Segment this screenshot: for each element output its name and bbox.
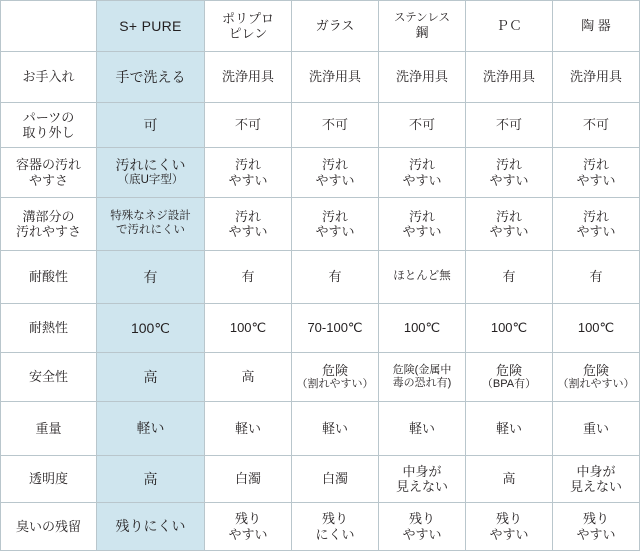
header-cell-ceramic: 陶 器 bbox=[553, 1, 640, 52]
row-label-line: 臭いの残留 bbox=[15, 518, 81, 534]
cell-line: 汚れ bbox=[408, 208, 435, 224]
table-cell bbox=[553, 148, 640, 198]
table-cell bbox=[553, 503, 640, 551]
table-cell bbox=[97, 52, 205, 103]
table-cell bbox=[553, 103, 640, 148]
cell-line: 特殊なネジ設計 bbox=[110, 210, 191, 223]
table-cell bbox=[292, 503, 379, 551]
table-row bbox=[1, 52, 640, 103]
table-cell bbox=[205, 103, 292, 148]
table-cell bbox=[466, 198, 553, 251]
cell-line: 不可 bbox=[408, 117, 435, 133]
table-cell bbox=[466, 251, 553, 304]
table-row bbox=[1, 251, 640, 304]
cell-line: 危険 bbox=[495, 362, 522, 378]
cell-line: 高 bbox=[143, 470, 158, 487]
table-cell bbox=[97, 251, 205, 304]
row-label-line: 取り外し bbox=[22, 125, 75, 140]
cell-line: 汚れ bbox=[408, 157, 435, 173]
table-cell bbox=[553, 198, 640, 251]
table-cell bbox=[292, 251, 379, 304]
table-cell bbox=[292, 52, 379, 103]
table-cell bbox=[553, 304, 640, 353]
table-cell bbox=[97, 148, 205, 198]
cell-line: 不可 bbox=[234, 117, 261, 133]
table-cell bbox=[97, 103, 205, 148]
cell-line: 白濁 bbox=[321, 471, 348, 487]
table-row bbox=[1, 103, 640, 148]
row-label-line: 汚れやすさ bbox=[15, 224, 81, 239]
cell-line: 毒の恐れ有) bbox=[392, 377, 452, 389]
row-label-line: 透明度 bbox=[28, 471, 68, 487]
header-cell-glass: ガラス bbox=[292, 1, 379, 52]
cell-line: 洗浄用具 bbox=[221, 69, 274, 85]
cell-line: 高 bbox=[143, 368, 158, 385]
cell-line: 有 bbox=[328, 269, 342, 285]
table-cell bbox=[205, 402, 292, 456]
row-label bbox=[1, 103, 97, 148]
cell-line: 汚れ bbox=[495, 208, 522, 224]
row-label bbox=[1, 304, 97, 353]
cell-line: やすい bbox=[576, 224, 616, 239]
table-cell bbox=[205, 353, 292, 402]
cell-line: 汚れ bbox=[495, 157, 522, 173]
row-label bbox=[1, 402, 97, 456]
table-cell bbox=[97, 456, 205, 503]
cell-line: 汚れ bbox=[582, 157, 609, 173]
table-cell bbox=[379, 456, 466, 503]
row-label-line: 重量 bbox=[35, 420, 62, 436]
cell-line: 汚れ bbox=[582, 208, 609, 224]
cell-line: 洗浄用具 bbox=[395, 69, 448, 85]
table-cell bbox=[205, 148, 292, 198]
table-cell bbox=[466, 103, 553, 148]
table-cell bbox=[292, 304, 379, 353]
table-header bbox=[1, 1, 640, 52]
cell-line: 重い bbox=[582, 420, 609, 436]
cell-line: 残り bbox=[582, 511, 609, 527]
header-row bbox=[1, 1, 640, 52]
cell-line: （BPA有） bbox=[481, 378, 537, 391]
table-body bbox=[1, 52, 640, 551]
cell-line: 軽い bbox=[136, 420, 165, 437]
row-label-line: 安全性 bbox=[28, 369, 68, 385]
table-cell bbox=[466, 148, 553, 198]
cell-line: 有 bbox=[502, 269, 516, 285]
table-cell bbox=[97, 503, 205, 551]
table-row bbox=[1, 456, 640, 503]
cell-line: 軽い bbox=[495, 420, 522, 436]
table-cell bbox=[553, 456, 640, 503]
table-cell bbox=[292, 456, 379, 503]
cell-line: やすい bbox=[228, 172, 268, 188]
cell-line: 軽い bbox=[408, 420, 435, 436]
header-line-2: 鋼 bbox=[415, 25, 429, 41]
cell-line: 中身が bbox=[576, 463, 616, 479]
table-row bbox=[1, 304, 640, 353]
cell-line: 有 bbox=[241, 269, 255, 285]
header-cell-pc: ＰＣ bbox=[466, 1, 553, 52]
cell-line: にくい bbox=[315, 526, 355, 542]
header-cell-blank bbox=[1, 1, 97, 52]
row-label-line: 耐熱性 bbox=[28, 320, 68, 336]
row-label bbox=[1, 503, 97, 551]
row-label-line: 耐酸性 bbox=[28, 269, 68, 285]
cell-line: 100℃ bbox=[577, 320, 615, 336]
table-cell bbox=[466, 402, 553, 456]
row-label-line: パーツの bbox=[22, 109, 75, 125]
cell-line: 汚れ bbox=[234, 208, 261, 224]
table-cell bbox=[292, 402, 379, 456]
cell-line: やすい bbox=[489, 526, 529, 542]
row-label-line: 溝部分の bbox=[22, 208, 75, 224]
cell-line: 危険 bbox=[321, 362, 348, 378]
table-cell bbox=[97, 353, 205, 402]
table-cell bbox=[379, 103, 466, 148]
table-cell bbox=[97, 402, 205, 456]
table-cell bbox=[379, 198, 466, 251]
cell-line: （割れやすい） bbox=[296, 378, 374, 391]
cell-line: 高 bbox=[502, 471, 516, 487]
cell-line: やすい bbox=[489, 172, 529, 188]
header-line-1: ポリプロ bbox=[221, 10, 274, 26]
table-cell bbox=[466, 503, 553, 551]
table-cell bbox=[205, 304, 292, 353]
cell-line: やすい bbox=[315, 172, 355, 188]
cell-line: 100℃ bbox=[229, 320, 267, 336]
cell-line: 100℃ bbox=[130, 319, 171, 336]
table-cell bbox=[379, 251, 466, 304]
header-cell-stainless bbox=[379, 1, 466, 52]
table-row bbox=[1, 148, 640, 198]
row-label bbox=[1, 198, 97, 251]
table-row bbox=[1, 503, 640, 551]
header-line-2: ピレン bbox=[228, 26, 268, 41]
cell-line: 汚れにくい bbox=[115, 157, 186, 174]
cell-line: 残り bbox=[495, 511, 522, 527]
table-cell bbox=[379, 148, 466, 198]
cell-line: 見えない bbox=[395, 479, 448, 494]
cell-line: 汚れ bbox=[234, 157, 261, 173]
cell-line: やすい bbox=[228, 526, 268, 542]
table-cell bbox=[466, 304, 553, 353]
cell-line: やすい bbox=[576, 526, 616, 542]
cell-line: 残り bbox=[234, 511, 261, 527]
table-cell bbox=[292, 148, 379, 198]
cell-line: （底U字型） bbox=[117, 173, 184, 186]
table-cell bbox=[205, 456, 292, 503]
cell-line: 100℃ bbox=[490, 320, 528, 336]
cell-line: 有 bbox=[143, 268, 158, 285]
cell-line: 白濁 bbox=[234, 471, 261, 487]
cell-line: で汚れにくい bbox=[116, 224, 185, 236]
cell-line: 見えない bbox=[569, 479, 622, 494]
cell-line: 残り bbox=[408, 511, 435, 527]
table-cell bbox=[292, 198, 379, 251]
header-cell-polypropylene bbox=[205, 1, 292, 52]
cell-line: 手で洗える bbox=[115, 68, 186, 85]
table-cell bbox=[466, 456, 553, 503]
row-label-line: 容器の汚れ bbox=[15, 157, 81, 173]
table-cell bbox=[205, 503, 292, 551]
cell-line: やすい bbox=[402, 172, 442, 188]
cell-line: 70-100℃ bbox=[307, 320, 363, 336]
row-label bbox=[1, 251, 97, 304]
table-cell bbox=[292, 353, 379, 402]
cell-line: 高 bbox=[241, 369, 255, 385]
cell-line: 残りにくい bbox=[115, 518, 186, 535]
table-cell bbox=[379, 304, 466, 353]
cell-line: 洗浄用具 bbox=[308, 69, 361, 85]
row-label bbox=[1, 456, 97, 503]
cell-line: 中身が bbox=[402, 463, 442, 479]
table-row bbox=[1, 402, 640, 456]
cell-line: やすい bbox=[489, 224, 529, 239]
table-cell bbox=[205, 198, 292, 251]
row-label bbox=[1, 148, 97, 198]
cell-line: 残り bbox=[321, 511, 348, 527]
cell-line: 100℃ bbox=[403, 320, 441, 336]
table-cell bbox=[379, 353, 466, 402]
cell-line: 軽い bbox=[321, 420, 348, 436]
table-cell bbox=[97, 304, 205, 353]
table-cell bbox=[466, 52, 553, 103]
cell-line: やすい bbox=[315, 224, 355, 239]
table-cell bbox=[205, 52, 292, 103]
row-label-line: やすさ bbox=[28, 172, 68, 188]
cell-line: 不可 bbox=[321, 117, 348, 133]
table-row bbox=[1, 198, 640, 251]
cell-line: 危険(金属中 bbox=[392, 364, 452, 377]
table-cell bbox=[553, 251, 640, 304]
header-line-1: ステンレス bbox=[393, 11, 451, 24]
header-cell-spure: S+ PURE bbox=[97, 1, 205, 52]
cell-line: やすい bbox=[402, 526, 442, 542]
row-label-line: お手入れ bbox=[22, 69, 75, 85]
cell-line: 不可 bbox=[582, 117, 609, 133]
table-cell bbox=[466, 353, 553, 402]
table-cell bbox=[379, 402, 466, 456]
cell-line: 洗浄用具 bbox=[482, 69, 535, 85]
cell-line: 洗浄用具 bbox=[569, 69, 622, 85]
cell-line: 可 bbox=[143, 116, 158, 133]
row-label bbox=[1, 52, 97, 103]
table-row bbox=[1, 353, 640, 402]
cell-line: 危険 bbox=[582, 362, 609, 378]
cell-line: 不可 bbox=[495, 117, 522, 133]
cell-line: ほとんど無 bbox=[393, 270, 451, 283]
table-cell bbox=[379, 503, 466, 551]
table-cell bbox=[553, 402, 640, 456]
cell-line: やすい bbox=[228, 224, 268, 239]
table-cell bbox=[97, 198, 205, 251]
cell-line: 汚れ bbox=[321, 208, 348, 224]
cell-line: 軽い bbox=[234, 420, 261, 436]
cell-line: （割れやすい） bbox=[557, 378, 635, 391]
cell-line: 有 bbox=[589, 269, 603, 285]
table-cell bbox=[553, 353, 640, 402]
table-cell bbox=[292, 103, 379, 148]
table-cell bbox=[553, 52, 640, 103]
cell-line: 汚れ bbox=[321, 157, 348, 173]
cell-line: やすい bbox=[402, 224, 442, 239]
table-cell bbox=[379, 52, 466, 103]
table-cell bbox=[205, 251, 292, 304]
cell-line: やすい bbox=[576, 172, 616, 188]
row-label bbox=[1, 353, 97, 402]
